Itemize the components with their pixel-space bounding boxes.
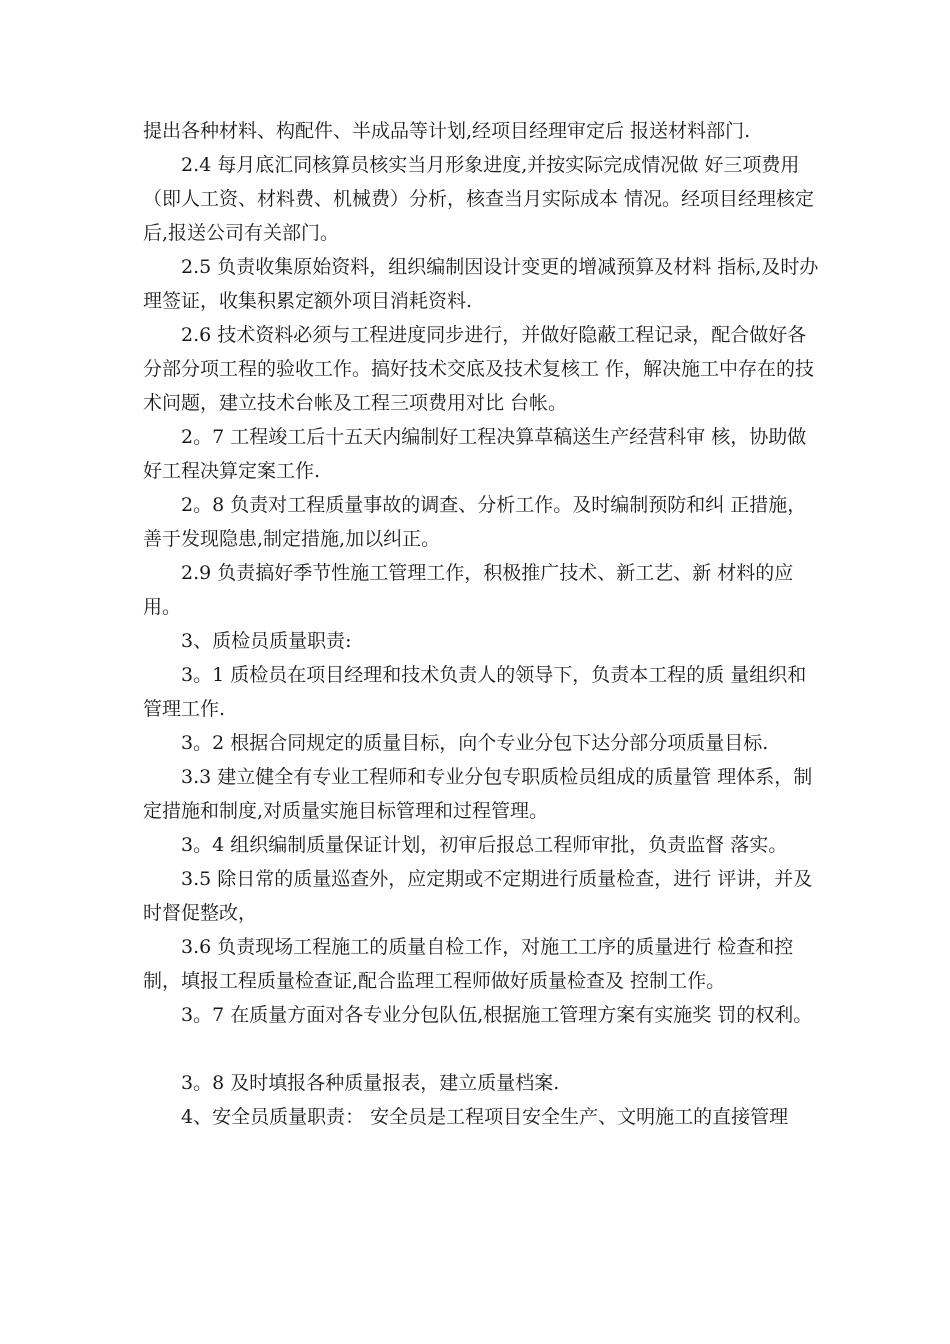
paragraph-2-9: 2.9 负责搞好季节性施工管理工作，积极推广技术、新工艺、新 材料的应用。: [143, 562, 794, 618]
paragraph-2-8: 2。8 负责对工程质量事故的调查、分析工作。及时编制预防和纠 正措施，善于发现隐患,制定措施,加以纠正。: [143, 494, 807, 550]
section-heading-quality-inspector: 3、质检员质量职责:: [181, 630, 352, 652]
paragraph-3-5: 3.5 除日常的质量巡查外，应定期或不定期进行质量检查，进行 评讲，并及时督促整改，: [143, 868, 813, 924]
paragraph-3-6: 3.6 负责现场工程施工的质量自检工作，对施工工序的质量进行 检查和控制，填报工程质量检查证,配合监理工程师做好质量检查及 控制工作。: [143, 936, 794, 992]
paragraph-2-7: 2。7 工程竣工后十五天内编制好工程决算草稿送生产经营科审 核，协助做好工程决算定案工作.: [143, 426, 807, 482]
paragraph-3-3: 3.3 建立健全有专业工程师和专业分包专职质检员组成的质量管 理体系，制定措施和制度,对质量实施目标管理和过程管理。: [143, 766, 813, 822]
paragraph-2-6: 2.6 技术资料必须与工程进度同步进行，并做好隐蔽工程记录，配合做好各分部分项工程的验收工作。搞好技术交底及技术复核工 作，解决施工中存在的技术问题，建立技术台帐及工程三项费用对比 台帐。: [143, 324, 815, 414]
paragraph-3-1: 3。1 质检员在项目经理和技术负责人的领导下，负责本工程的质 量组织和管理工作.: [143, 664, 807, 720]
paragraph-3-4: 3。4 组织编制质量保证计划，初审后报总工程师审批，负责监督 落实。: [181, 834, 788, 856]
document-body: [143, 114, 823, 1134]
paragraph-3-2: 3。2 根据合同规定的质量目标，向个专业分包下达分部分项质量目标.: [181, 732, 769, 754]
paragraph-material-plan: 提出各种材料、构配件、半成品等计划,经项目经理审定后 报送材料部门.: [143, 120, 751, 142]
paragraph-2-5: 2.5 负责收集原始资料，组织编制因设计变更的增减预算及材料 指标,及时办理签证，收集积累定额外项目消耗资料.: [143, 256, 819, 312]
paragraph-3-7: 3。7 在质量方面对各专业分包队伍,根据施工管理方案有实施奖 罚的权利。: [181, 1004, 813, 1026]
section-heading-safety-officer: 4、安全员质量职责： 安全员是工程项目安全生产、文明施工的直接管理: [181, 1106, 789, 1128]
paragraph-2-4: 2.4 每月底汇同核算员核实当月形象进度,并按实际完成情况做 好三项费用（即人工资、材料费、机械费）分析，核查当月实际成本 情况。经项目经理核定后,报送公司有关部门。: [143, 154, 815, 244]
paragraph-3-8: 3。8 及时填报各种质量报表，建立质量档案.: [181, 1072, 560, 1094]
